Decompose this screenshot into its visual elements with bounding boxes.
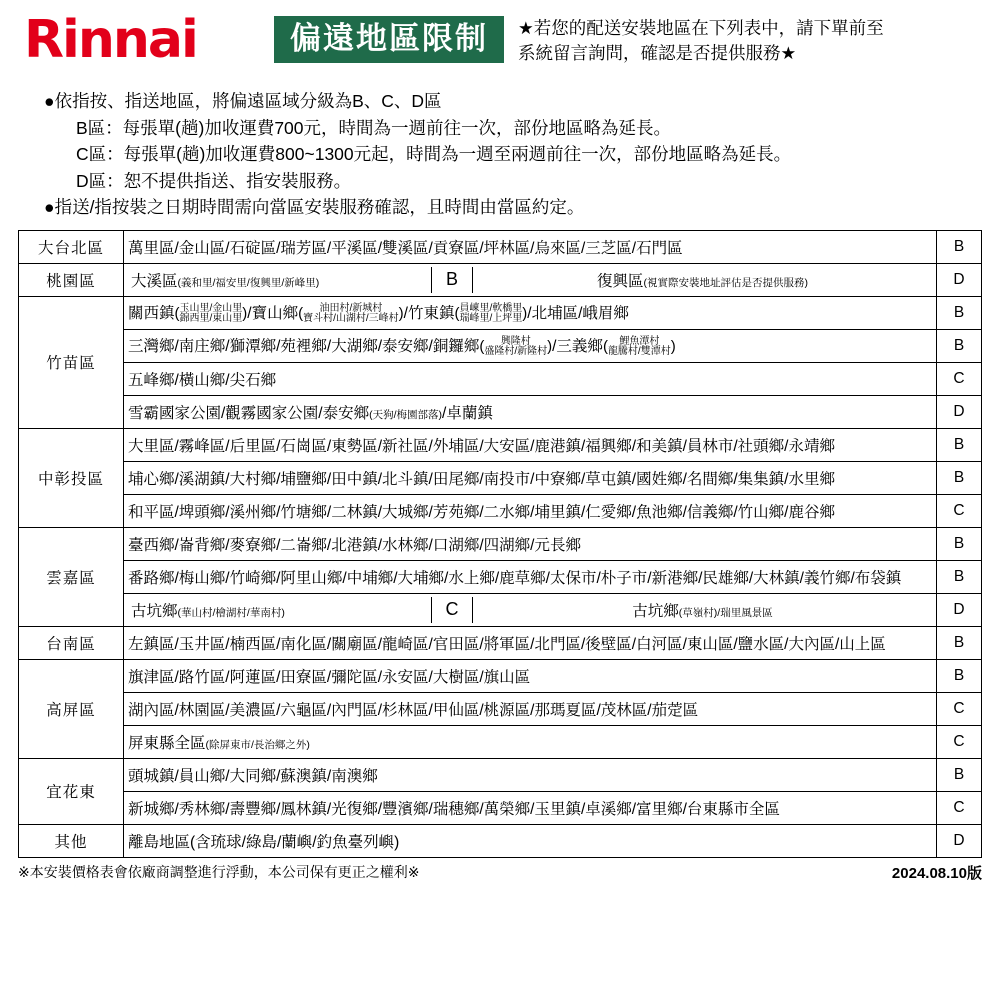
page-title: 偏遠地區限制	[274, 16, 504, 63]
zone-code: B	[937, 758, 982, 791]
zone-code: C	[937, 362, 982, 395]
table-row	[19, 329, 982, 362]
region-label: 宜花東	[19, 758, 124, 824]
table-row	[19, 428, 982, 461]
zone-code: D	[937, 395, 982, 428]
header-note-line-2: 系統留言詢問，確認是否提供服務★	[518, 43, 797, 64]
table-row	[19, 824, 982, 857]
document-header	[18, 10, 982, 82]
rinnai-logo: Rinnai	[24, 10, 197, 70]
region-label: 中彰投區	[19, 428, 124, 527]
zone-code: C	[937, 494, 982, 527]
note-line-4: ●指送/指按裝之日期時間需向當區安裝服務確認，且時間由當區約定。	[44, 197, 585, 218]
zone-code: B	[937, 626, 982, 659]
area-left	[128, 597, 432, 623]
area-list: 頭城鎮/員山鄉/大同鄉/蘇澳鎮/南澳鄉	[124, 758, 937, 791]
footer-version: 2024.08.10版	[891, 864, 982, 882]
area-list: 旗津區/路竹區/阿蓮區/田寮區/彌陀區/永安區/大樹區/旗山區	[124, 659, 937, 692]
table-row	[19, 758, 982, 791]
zone-code: B	[937, 659, 982, 692]
area-list: 三灣鄉/南庄鄉/獅潭鄉/苑裡鄉/大湖鄉/泰安鄉/銅鑼鄉( 興隆村 盛隆村/新隆村)/三義鄉( 鯉魚潭村 龍騰村/雙潭村)	[124, 329, 937, 362]
header-note-line-1: ★若您的配送安裝地區在下列表中，請下單前至	[518, 18, 884, 38]
area-list-split	[124, 263, 937, 296]
area-left-note: (華山村/檜湖村/華南村)	[177, 606, 285, 619]
zone-code: B	[937, 560, 982, 593]
area-list: 屏東縣全區(除屏東市/長治鄉之外)	[124, 725, 937, 758]
area-left-note: (義和里/福安里/復興里/新峰里)	[177, 276, 320, 289]
zone-code: B	[937, 461, 982, 494]
zone-code: C	[937, 725, 982, 758]
area-list: 左鎮區/玉井區/楠西區/南化區/關廟區/龍崎區/官田區/將軍區/北門區/後壁區/白河區/東山區/鹽水區/大內區/山上區	[124, 626, 937, 659]
table-row	[19, 263, 982, 296]
region-label: 其他	[19, 824, 124, 857]
zone-code: D	[937, 593, 982, 626]
table-row	[19, 527, 982, 560]
zone-code: B	[937, 527, 982, 560]
zone-code: B	[937, 428, 982, 461]
zone-code: D	[937, 824, 982, 857]
area-list: 新城鄉/秀林鄉/壽豐鄉/鳳林鎮/光復鄉/豐濱鄉/瑞穗鄉/萬榮鄉/玉里鎮/卓溪鄉/富里鄉/台東縣市全區	[124, 791, 937, 824]
area-right-note: (草嶺村)/瑞里風景區	[678, 606, 773, 619]
region-label: 大台北區	[19, 230, 124, 263]
zone-code-inner: C	[432, 597, 473, 623]
table-row	[19, 395, 982, 428]
region-label: 雲嘉區	[19, 527, 124, 626]
area-list: 五峰鄉/橫山鄉/尖石鄉	[124, 362, 937, 395]
table-row	[19, 461, 982, 494]
table-row	[19, 230, 982, 263]
table-row	[19, 593, 982, 626]
footer-disclaimer: ※本安裝價格表會依廠商調整進行浮動，本公司保有更正之權利※	[18, 864, 420, 881]
area-list: 離島地區(含琉球/綠島/蘭嶼/釣魚臺列嶼)	[124, 824, 937, 857]
table-row	[19, 296, 982, 329]
area-list: 埔心鄉/溪湖鎮/大村鄉/埔鹽鄉/田中鎮/北斗鎮/田尾鄉/南投市/中寮鄉/草屯鎮/國姓鄉/名間鄉/集集鎮/水里鄉	[124, 461, 937, 494]
area-list: 萬里區/金山區/石碇區/瑞芳區/平溪區/雙溪區/貢寮區/坪林區/烏來區/三芝區/石門區	[124, 230, 937, 263]
area-list: 臺西鄉/崙背鄉/麥寮鄉/二崙鄉/北港鎮/水林鄉/口湖鄉/四湖鄉/元長鄉	[124, 527, 937, 560]
area-list: 雪霸國家公園/觀霧國家公園/泰安鄉(天狗/梅園部落)/卓蘭鎮	[124, 395, 937, 428]
header-note	[518, 16, 884, 67]
area-right	[473, 267, 933, 293]
area-list: 大里區/霧峰區/后里區/石崗區/東勢區/新社區/外埔區/大安區/鹿港鎮/福興鄉/和美鎮/員林市/社頭鄉/永靖鄉	[124, 428, 937, 461]
note-line-3: D區：恕不提供指送、指安裝服務。	[76, 170, 352, 191]
region-label: 竹苗區	[19, 296, 124, 428]
area-list: 湖內區/林園區/美濃區/六龜區/內門區/杉林區/甲仙區/桃源區/那瑪夏區/茂林區/茄萣區	[124, 692, 937, 725]
remote-area-table	[18, 230, 982, 858]
area-list: 關西鎮(玉山里/金山里 錦西里/東山里)/寶山鄉( 油田村/新城村 寶斗村/山湖村/三峰村)/竹東鎮(員崠里/軟橋里 瑞峰里/上坪里)/北埔區/峨眉鄉	[124, 296, 937, 329]
zone-code-inner: B	[432, 267, 473, 293]
area-right-note: (視實際安裝地址評估是否提供服務)	[643, 276, 808, 289]
zone-code: D	[937, 263, 982, 296]
table-row	[19, 725, 982, 758]
notes-block	[18, 88, 982, 221]
area-right	[473, 597, 933, 623]
zone-code: C	[937, 791, 982, 824]
area-left-main: 古坑鄉	[131, 602, 178, 620]
zone-code: C	[937, 692, 982, 725]
zone-code: B	[937, 230, 982, 263]
note-line-0: ●依指按、指送地區，將偏遠區域分級為B、C、D區	[44, 91, 442, 111]
table-row	[19, 494, 982, 527]
region-label: 高屏區	[19, 659, 124, 758]
document-footer	[18, 862, 982, 883]
zone-code: B	[937, 329, 982, 362]
zone-code: B	[937, 296, 982, 329]
table-row	[19, 362, 982, 395]
area-list-split	[124, 593, 937, 626]
table-row	[19, 626, 982, 659]
region-label: 台南區	[19, 626, 124, 659]
area-left-main: 大溪區	[131, 272, 178, 290]
table-row	[19, 659, 982, 692]
note-line-2: C區：每張單(趟)加收運費800~1300元起，時間為一週至兩週前往一次，部份地區略為延長。	[76, 144, 792, 165]
area-right-main: 復興區	[596, 272, 644, 290]
area-right-main: 古坑鄉	[632, 602, 679, 620]
table-row	[19, 692, 982, 725]
area-list: 番路鄉/梅山鄉/竹崎鄉/阿里山鄉/中埔鄉/大埔鄉/水上鄉/鹿草鄉/太保市/朴子市/新港鄉/民雄鄉/大林鎮/義竹鄉/布袋鎮	[124, 560, 937, 593]
note-line-1: B區：每張單(趟)加收運費700元，時間為一週前往一次，部份地區略為延長。	[76, 117, 672, 138]
area-list: 和平區/埤頭鄉/溪州鄉/竹塘鄉/二林鎮/大城鄉/芳苑鄉/二水鄉/埔里鎮/仁愛鄉/魚池鄉/信義鄉/竹山鄉/鹿谷鄉	[124, 494, 937, 527]
table-row	[19, 560, 982, 593]
area-left	[128, 267, 432, 293]
table-row	[19, 791, 982, 824]
region-label: 桃園區	[19, 263, 124, 296]
